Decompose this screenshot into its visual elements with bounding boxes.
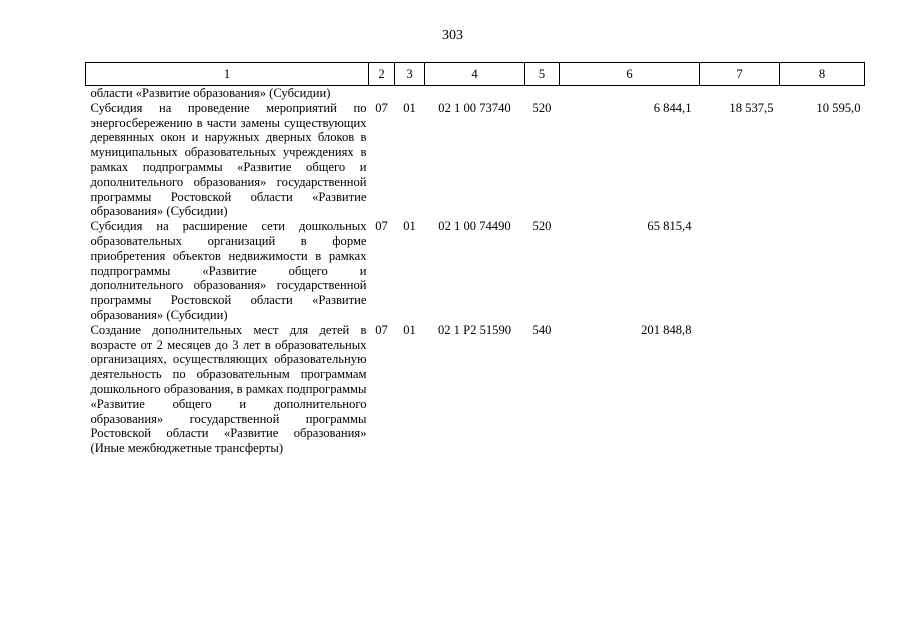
- table-row: [86, 323, 865, 456]
- row-description: Создание дополнительных мест для детей в возрасте от 2 месяцев до 3 лет в образовательных организациях, осуществляющих образовательную деятельность по образовательным программам дошкольного образования, в рамках подпрограммы «Развитие общего и дополнительного образования» государственной программы Ростовской области «Развитие образования» (Иные межбюджетные трансферты): [90, 322, 367, 456]
- header-col-3: 3: [395, 63, 425, 86]
- row-amount-1: 6 844,1: [653, 100, 692, 115]
- continuation-text: области «Развитие образования» (Субсидии): [90, 86, 331, 100]
- row-expense-type: 520: [532, 219, 552, 234]
- table-header: [86, 63, 865, 86]
- row-section: 07: [375, 322, 388, 337]
- row-amount-2: [700, 323, 780, 456]
- table-body: [86, 86, 865, 456]
- row-amount-1: 201 848,8: [641, 322, 692, 337]
- budget-table: [85, 62, 865, 456]
- row-amount-1: 65 815,4: [647, 219, 692, 234]
- row-expense-type: 520: [532, 100, 552, 115]
- header-col-6: 6: [560, 63, 700, 86]
- header-col-2: 2: [369, 63, 395, 86]
- header-col-5: 5: [525, 63, 560, 86]
- header-row: [86, 63, 865, 86]
- header-col-4: 4: [425, 63, 525, 86]
- row-description: Субсидия на проведение мероприятий по энергосбережению в части замены существующих деревянных окон и наружных дверных блоков в муниципальных образовательных учреждениях в рамках подпрограммы «Развитие общего и дополнительного образования» государственной программы Ростовской области «Развитие образования» (Субсидии): [90, 100, 367, 219]
- row-target-article: 02 1 00 73740: [438, 100, 511, 115]
- row-subsection: 01: [403, 100, 416, 115]
- row-amount-3: 10 595,0: [816, 100, 861, 115]
- row-subsection: 01: [403, 219, 416, 234]
- page-number: 303: [442, 28, 463, 43]
- row-amount-3: [780, 219, 865, 323]
- row-subsection: 01: [403, 322, 416, 337]
- row-description: Субсидия на расширение сети дошкольных образовательных организаций в форме приобретения объектов недвижимости в рамках подпрограммы «Развитие общего и дополнительного образования» государственной программы Ростовской области «Развитие образования» (Субсидии): [90, 219, 367, 322]
- header-col-1: 1: [86, 63, 369, 86]
- table-row: [86, 219, 865, 323]
- header-col-7: 7: [700, 63, 780, 86]
- row-section: 07: [375, 219, 388, 234]
- table-row: [86, 101, 865, 219]
- row-expense-type: 540: [532, 322, 552, 337]
- row-target-article: 02 1 P2 51590: [437, 322, 512, 337]
- row-amount-2: [700, 219, 780, 323]
- row-amount-2: 18 537,5: [729, 100, 774, 115]
- row-target-article: 02 1 00 74490: [438, 219, 511, 234]
- header-col-8: 8: [780, 63, 865, 86]
- row-section: 07: [375, 100, 388, 115]
- row-amount-3: [780, 323, 865, 456]
- continuation-row: [86, 86, 865, 101]
